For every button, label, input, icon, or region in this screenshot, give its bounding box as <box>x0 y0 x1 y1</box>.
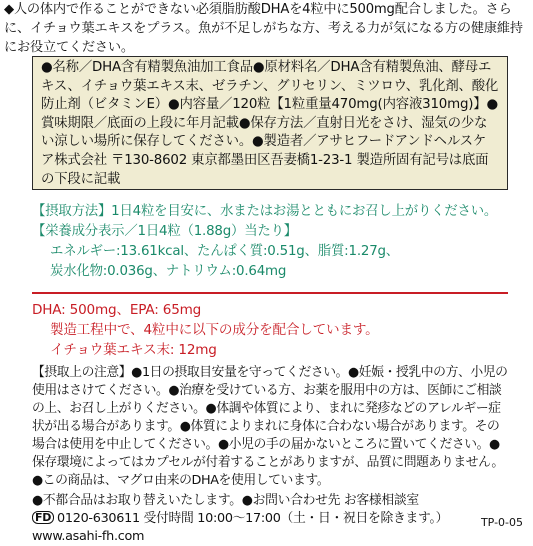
ingredients-text: ●名称／DHA含有精製魚油加工食品●原材料名／DHA含有精製魚油、酵母エキス、イチョウ葉エキス末、ゼラチン、グリセリン、ミツロウ、乳化剤、酸化防止剤（ビタミンE）●内容量／120粒【1粒重量470mg(内容液310mg)】●賞味期限／底面の上段に年月記載●保存方法／直射日光をさけ、湿気の少ない涼しい場所に保存してください。●製造者／アサヒフードアンドヘルスケア株式会社 〒130-8602 東京都墨田区吾妻橋1-23-1 製造所固有記号は底面の下段に記載 <box>41 60 499 187</box>
nutrition-header: 【栄養成分表示／1日4粒（1.88g）当たり】 <box>32 224 298 239</box>
ingredients-box <box>32 56 508 190</box>
website-url[interactable]: www.asahi-fh.com <box>32 529 145 544</box>
dha-epa-amount: DHA: 500mg、EPA: 65mg <box>32 302 202 318</box>
nutrition-row-1: エネルギー:13.61kcal、たんぱく質:0.51g、脂質:1.27g、 <box>50 244 400 259</box>
intake-nutrition-section <box>32 202 512 282</box>
component-section <box>32 300 508 360</box>
intro-paragraph: ◆人の体内で作ることができない必須脂肪酸DHAを4粒中に500mg配合しました。さらに、イチョウ葉エキスをプラス。魚が不足しがちな方、考える力が気になる方の健康維持にお役立てください。 <box>4 2 523 55</box>
free-dial-icon: FD <box>32 511 54 524</box>
phone-hours: 0120-630611 受付時間 10:00～17:00（土・日・祝日を除きます。） <box>57 511 449 526</box>
product-code: TP-0-05 <box>480 516 523 529</box>
footer <box>32 492 510 546</box>
red-divider <box>32 292 508 294</box>
ginkgo-amount: イチョウ葉エキス末: 12mg <box>50 342 217 358</box>
footer-line-1: ●不都合品はお取り替えいたします。●お問い合わせ先 お客様相談室 <box>32 493 419 508</box>
footer-line-2 <box>32 510 510 528</box>
intake-method: 【摂取方法】1日4粒を目安に、水またはお湯とともにお召し上がりください。 <box>32 204 498 219</box>
manufacturing-note: 製造工程中で、4粒中に以下の成分を配合しています。 <box>50 322 379 338</box>
nutrition-row-2: 炭水化物:0.036g、ナトリウム:0.64mg <box>50 264 287 279</box>
precautions-text: 【摂取上の注意】●1日の摂取目安量を守ってください。●妊娠・授乳中の方、小児の使用はさけてください。●治療を受けている方、お薬を服用中の方は、医師にご相談の上、お召し上がりください。●体調や体質により、まれに発疹などのアレルギー症状が出る場合があります。●体質によりまれに身体に合わない場合があります。その場合は使用を中止してください。●小児の手の届かないところに置いてください。●保存環境によってはカプセルが付着することがありますが、品質に問題ありません。●この商品は、マグロ由来のDHAを使用しています。 <box>32 365 508 488</box>
